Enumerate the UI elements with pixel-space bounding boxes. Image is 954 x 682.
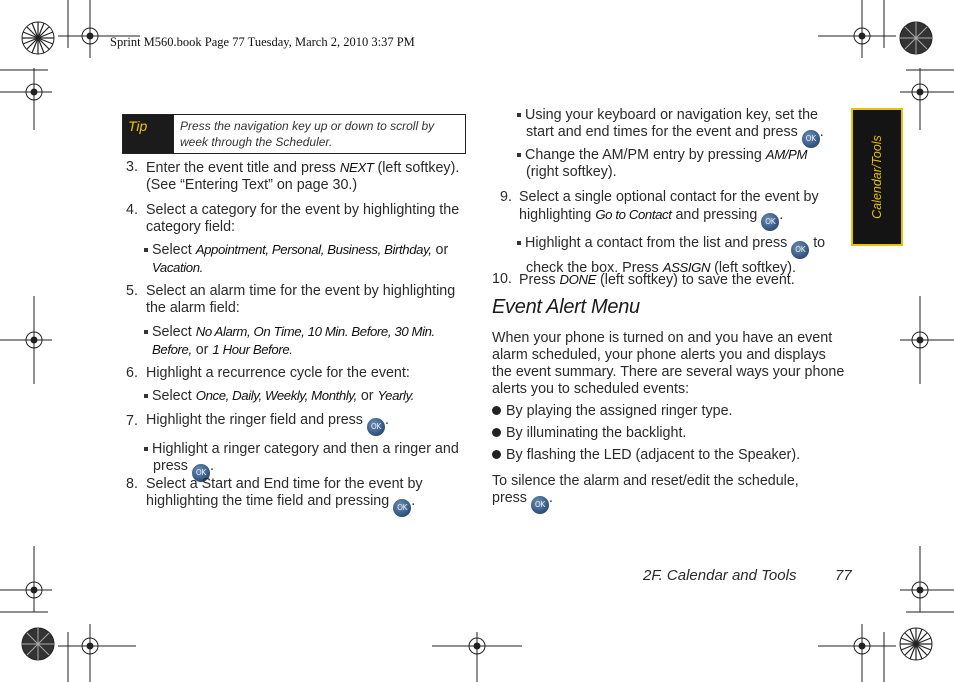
square-bullet-icon <box>517 241 521 245</box>
sub-bullet <box>517 146 847 181</box>
paragraph-line: the event summary. There are several ways your phone <box>492 364 845 380</box>
bullet-text: Highlight a ringer category and then a ringer and <box>152 441 459 457</box>
step-number: 4. <box>126 202 138 218</box>
starburst-target-icon <box>900 22 932 54</box>
bullet-text: start and end times for the event and press <box>526 124 802 140</box>
step-text: Select a Start and End time for the event by <box>146 476 423 492</box>
step-text: (left softkey) to save the event. <box>596 272 795 288</box>
crosshair-mark-icon <box>0 296 52 384</box>
section-side-tab <box>851 108 903 246</box>
ok-key-icon: OK <box>802 130 820 148</box>
bullet-text: (left softkey). <box>710 260 796 276</box>
ok-key-icon: OK <box>367 418 385 436</box>
step-number: 3. <box>126 159 138 175</box>
step-number: 6. <box>126 365 138 381</box>
ok-key-icon: OK <box>393 499 411 517</box>
list-item <box>492 425 852 442</box>
step-text: Highlight a recurrence cycle for the event: <box>146 365 410 381</box>
step-6 <box>126 365 471 405</box>
bullet-text: Select <box>152 388 196 404</box>
bullet-text: (right softkey). <box>526 164 617 180</box>
square-bullet-icon <box>517 113 521 117</box>
option-list: Vacation. <box>152 260 203 275</box>
paragraph-line: When your phone is turned on and you have an event <box>492 330 833 346</box>
step-number: 7. <box>126 413 138 429</box>
bullet-text: . <box>209 458 214 474</box>
bullet-text: or <box>431 242 449 258</box>
option-list: Once, Daily, Weekly, Monthly, <box>195 388 357 403</box>
bullet-text: Change the AM/PM entry by pressing <box>525 147 766 163</box>
tip-text: Press the navigation key up or down to scroll by week through the Scheduler. <box>180 119 435 149</box>
bullet-text: Select <box>152 242 196 258</box>
bullet-text: to <box>809 235 826 251</box>
step-text: Highlight the ringer field and press <box>146 412 367 428</box>
tip-label: Tip <box>128 118 148 134</box>
round-bullet-icon <box>492 428 501 437</box>
list-item-text: By flashing the LED (adjacent to the Speaker). <box>506 447 801 463</box>
step-text: . <box>384 412 389 428</box>
starburst-target-icon <box>22 628 54 660</box>
step-text: and pressing <box>671 207 762 223</box>
side-tab-label: Calendar/Tools <box>870 135 884 219</box>
sub-bullet <box>144 241 471 277</box>
step-number: 10. <box>492 271 512 287</box>
paragraph-line: press <box>492 490 531 506</box>
step-7 <box>126 412 471 482</box>
step-text: Press <box>519 272 560 288</box>
step-text: highlighting the time field and pressing <box>146 493 394 509</box>
step-text: Enter the event title and press <box>146 160 340 176</box>
bullet-text: or <box>356 388 378 404</box>
step-text: . <box>779 207 784 223</box>
crosshair-mark-icon <box>58 624 136 682</box>
running-head: Sprint M560.book Page 77 Tuesday, March 2, 2010 3:37 PM <box>110 35 415 49</box>
starburst-target-icon <box>900 628 932 660</box>
square-bullet-icon <box>144 248 148 252</box>
list-item <box>492 447 852 464</box>
softkey-ampm: AM/PM <box>765 147 808 162</box>
paragraph-line: alarm scheduled, your phone alerts you and displays <box>492 347 826 363</box>
sub-bullet <box>144 323 471 359</box>
closing-paragraph <box>492 473 852 514</box>
square-bullet-icon <box>517 153 521 157</box>
paragraph-line: To silence the alarm and reset/edit the schedule, <box>492 473 799 489</box>
bullet-text: or <box>191 342 213 358</box>
step-10 <box>492 271 847 289</box>
step-text: (left softkey). <box>373 160 460 176</box>
crosshair-mark-icon <box>432 632 522 682</box>
step-9 <box>500 189 845 277</box>
step-text: . <box>411 493 416 509</box>
intro-paragraph <box>492 330 852 398</box>
step-text: Select a category for the event by highlighting the <box>146 202 460 218</box>
bullet-text: . <box>819 124 824 140</box>
bullet-text: check the box. Press <box>526 260 663 276</box>
sub-bullet <box>517 107 847 148</box>
starburst-target-icon <box>22 22 54 54</box>
crosshair-mark-icon <box>0 546 52 612</box>
step-text: highlighting <box>519 207 596 223</box>
softkey-done: DONE <box>559 272 597 287</box>
bullet-text: Highlight a contact from the list and press <box>525 235 792 251</box>
step-5 <box>126 283 471 359</box>
crosshair-mark-icon <box>0 68 52 130</box>
footer-section-title: 2F. Calendar and Tools <box>643 567 797 584</box>
list-item-text: By playing the assigned ringer type. <box>506 403 733 419</box>
option-list: 1 Hour Before. <box>212 342 293 357</box>
alert-list <box>492 403 852 464</box>
step-text: Select a single optional contact for the event by <box>519 189 819 205</box>
ok-key-icon: OK <box>531 496 549 514</box>
option-go-to-contact: Go to Contact <box>595 207 672 222</box>
step-number: 8. <box>126 476 138 492</box>
option-list: No Alarm, On Time, 10 Min. Before, 30 Min. <box>195 324 435 339</box>
softkey-assign: ASSIGN <box>662 260 711 275</box>
square-bullet-icon <box>144 330 148 334</box>
paragraph-line: . <box>548 490 553 506</box>
paragraph-line: alerts you to scheduled events: <box>492 381 690 397</box>
bullet-text: press <box>153 458 192 474</box>
list-item-text: By illuminating the backlight. <box>506 425 687 441</box>
ok-key-icon: OK <box>761 213 779 231</box>
square-bullet-icon <box>144 394 148 398</box>
step-number: 9. <box>500 189 512 205</box>
square-bullet-icon <box>144 447 148 451</box>
round-bullet-icon <box>492 406 501 415</box>
crosshair-mark-icon <box>900 296 954 384</box>
list-item <box>492 403 852 420</box>
step-text: (See “Entering Text” on page 30.) <box>146 177 358 193</box>
step-number: 5. <box>126 283 138 299</box>
step-8 <box>126 476 471 517</box>
page-number: 77 <box>835 567 852 584</box>
softkey-next: NEXT <box>339 160 374 175</box>
crosshair-mark-icon <box>900 546 954 612</box>
option-list: Before, <box>152 342 192 357</box>
bullet-text: Select <box>152 324 196 340</box>
option-list: Appointment, Personal, Business, Birthday, <box>195 242 432 257</box>
tip-label-cell <box>123 115 174 153</box>
sub-bullet <box>144 387 471 405</box>
round-bullet-icon <box>492 450 501 459</box>
step-text: category field: <box>146 219 236 235</box>
step-text: Select an alarm time for the event by highlighting <box>146 283 456 299</box>
bullet-text: Using your keyboard or navigation key, set the <box>525 107 818 123</box>
ok-key-icon: OK <box>192 464 210 482</box>
section-heading: Event Alert Menu <box>492 296 640 318</box>
option-list: Yearly. <box>377 388 415 403</box>
crosshair-mark-icon <box>900 68 954 130</box>
ok-key-icon: OK <box>791 241 809 259</box>
step-text: the alarm field: <box>146 300 240 316</box>
tip-box <box>122 114 466 154</box>
step-3 <box>126 159 471 194</box>
step-4 <box>126 202 471 277</box>
